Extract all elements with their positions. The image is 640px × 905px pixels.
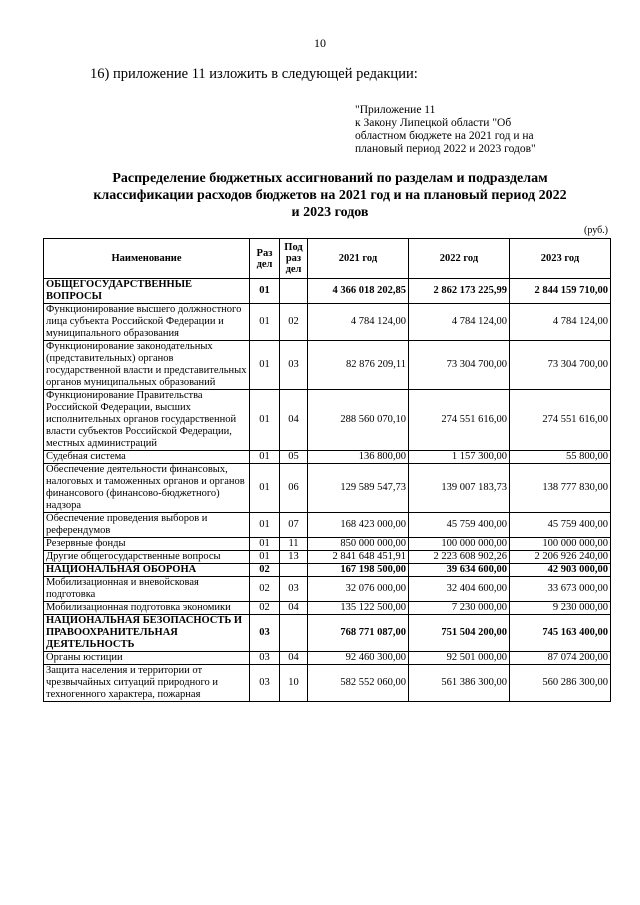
row-section: 03 [250, 665, 280, 702]
row-value-2023: 2 206 926 240,00 [510, 551, 611, 564]
header-section: Раз дел [250, 239, 280, 279]
row-name: Защита населения и территории от чрезвычайных ситуаций природного и техногенного характера, пожарная [44, 665, 250, 702]
row-section: 03 [250, 615, 280, 652]
row-value-2023: 274 551 616,00 [510, 390, 611, 451]
row-subsection [280, 279, 308, 304]
row-name: Резервные фонды [44, 538, 250, 551]
row-value-2021: 168 423 000,00 [308, 513, 409, 538]
row-value-2023: 4 784 124,00 [510, 304, 611, 341]
row-value-2022: 561 386 300,00 [409, 665, 510, 702]
row-value-2022: 139 007 183,73 [409, 464, 510, 513]
table-row [44, 577, 611, 602]
row-subsection: 03 [280, 577, 308, 602]
row-section: 01 [250, 538, 280, 551]
document-title: Распределение бюджетных ассигнований по разделам и подразделам классификации расходов бюджетов на 2021 год и на плановый период 2022 и 2023 годов [93, 171, 567, 220]
table-header-row [44, 239, 611, 279]
row-name: Мобилизационная подготовка экономики [44, 602, 250, 615]
row-value-2023: 87 074 200,00 [510, 652, 611, 665]
row-value-2023: 45 759 400,00 [510, 513, 611, 538]
table-row [44, 564, 611, 577]
table-row [44, 652, 611, 665]
table-row [44, 538, 611, 551]
row-value-2022: 73 304 700,00 [409, 341, 510, 390]
table-row [44, 464, 611, 513]
row-value-2022: 92 501 000,00 [409, 652, 510, 665]
row-value-2023: 745 163 400,00 [510, 615, 611, 652]
header-2022: 2022 год [409, 239, 510, 279]
row-section: 01 [250, 464, 280, 513]
row-value-2022: 39 634 600,00 [409, 564, 510, 577]
table-row [44, 390, 611, 451]
page-number: 10 [314, 36, 326, 50]
row-value-2023: 33 673 000,00 [510, 577, 611, 602]
row-section: 01 [250, 279, 280, 304]
table-row [44, 513, 611, 538]
row-value-2022: 751 504 200,00 [409, 615, 510, 652]
row-section: 01 [250, 390, 280, 451]
row-value-2023: 2 844 159 710,00 [510, 279, 611, 304]
row-value-2021: 4 784 124,00 [308, 304, 409, 341]
row-value-2021: 4 366 018 202,85 [308, 279, 409, 304]
row-subsection: 02 [280, 304, 308, 341]
row-value-2022: 274 551 616,00 [409, 390, 510, 451]
row-value-2022: 45 759 400,00 [409, 513, 510, 538]
row-value-2022: 1 157 300,00 [409, 451, 510, 464]
row-section: 01 [250, 341, 280, 390]
row-value-2022: 7 230 000,00 [409, 602, 510, 615]
header-name: Наименование [44, 239, 250, 279]
row-subsection: 07 [280, 513, 308, 538]
row-value-2021: 288 560 070,10 [308, 390, 409, 451]
row-subsection: 13 [280, 551, 308, 564]
row-value-2023: 73 304 700,00 [510, 341, 611, 390]
row-subsection: 04 [280, 602, 308, 615]
row-value-2022: 32 404 600,00 [409, 577, 510, 602]
row-subsection: 04 [280, 390, 308, 451]
row-section: 02 [250, 602, 280, 615]
table-row [44, 304, 611, 341]
intro-text: 16) приложение 11 изложить в следующей редакции: [90, 66, 418, 82]
row-value-2021: 136 800,00 [308, 451, 409, 464]
row-subsection: 10 [280, 665, 308, 702]
row-name: Органы юстиции [44, 652, 250, 665]
row-section: 01 [250, 513, 280, 538]
row-subsection [280, 615, 308, 652]
table-body [44, 279, 611, 702]
appendix-reference: "Приложение 11 к Закону Липецкой области "Об областном бюджете на 2021 год и на плановый период 2022 и 2023 годов" [355, 104, 536, 155]
row-value-2021: 82 876 209,11 [308, 341, 409, 390]
row-subsection: 06 [280, 464, 308, 513]
row-value-2022: 2 862 173 225,99 [409, 279, 510, 304]
row-name: НАЦИОНАЛЬНАЯ БЕЗОПАСНОСТЬ И ПРАВООХРАНИТЕЛЬНАЯ ДЕЯТЕЛЬНОСТЬ [44, 615, 250, 652]
header-2021: 2021 год [308, 239, 409, 279]
row-value-2021: 135 122 500,00 [308, 602, 409, 615]
table-row [44, 551, 611, 564]
row-section: 01 [250, 451, 280, 464]
row-value-2023: 138 777 830,00 [510, 464, 611, 513]
row-name: ОБЩЕГОСУДАРСТВЕННЫЕ ВОПРОСЫ [44, 279, 250, 304]
row-value-2021: 129 589 547,73 [308, 464, 409, 513]
row-value-2023: 9 230 000,00 [510, 602, 611, 615]
row-name: Другие общегосударственные вопросы [44, 551, 250, 564]
row-value-2023: 560 286 300,00 [510, 665, 611, 702]
header-subsection: Под раз дел [280, 239, 308, 279]
row-name: Функционирование высшего должностного лица субъекта Российской Федерации и муниципального образования [44, 304, 250, 341]
row-section: 01 [250, 551, 280, 564]
row-value-2021: 167 198 500,00 [308, 564, 409, 577]
row-value-2021: 92 460 300,00 [308, 652, 409, 665]
table-row [44, 602, 611, 615]
header-2023: 2023 год [510, 239, 611, 279]
row-name: Обеспечение деятельности финансовых, налоговых и таможенных органов и органов финансового (финансово-бюджетного) надзора [44, 464, 250, 513]
row-name: Функционирование законодательных (представительных) органов государственной власти и представительных органов муниципальных образований [44, 341, 250, 390]
row-subsection: 04 [280, 652, 308, 665]
row-section: 02 [250, 564, 280, 577]
row-value-2022: 100 000 000,00 [409, 538, 510, 551]
row-name: Обеспечение проведения выборов и референдумов [44, 513, 250, 538]
row-name: Мобилизационная и вневойсковая подготовка [44, 577, 250, 602]
row-value-2021: 2 841 648 451,91 [308, 551, 409, 564]
row-name: НАЦИОНАЛЬНАЯ ОБОРОНА [44, 564, 250, 577]
row-section: 02 [250, 577, 280, 602]
table-row [44, 665, 611, 702]
row-section: 01 [250, 304, 280, 341]
table-row [44, 451, 611, 464]
row-name: Функционирование Правительства Российской Федерации, высших исполнительных органов государственной власти субъектов Российской Федерации, местных администраций [44, 390, 250, 451]
unit-label: (руб.) [584, 225, 608, 236]
row-value-2021: 768 771 087,00 [308, 615, 409, 652]
row-value-2023: 42 903 000,00 [510, 564, 611, 577]
row-value-2023: 100 000 000,00 [510, 538, 611, 551]
row-value-2021: 32 076 000,00 [308, 577, 409, 602]
row-subsection: 05 [280, 451, 308, 464]
row-value-2021: 850 000 000,00 [308, 538, 409, 551]
row-value-2022: 2 223 608 902,26 [409, 551, 510, 564]
table-row [44, 341, 611, 390]
row-subsection: 03 [280, 341, 308, 390]
row-name: Судебная система [44, 451, 250, 464]
row-value-2021: 582 552 060,00 [308, 665, 409, 702]
row-subsection: 11 [280, 538, 308, 551]
budget-table [43, 238, 611, 702]
row-section: 03 [250, 652, 280, 665]
table-row [44, 615, 611, 652]
row-value-2023: 55 800,00 [510, 451, 611, 464]
row-value-2022: 4 784 124,00 [409, 304, 510, 341]
row-subsection [280, 564, 308, 577]
table-row [44, 279, 611, 304]
